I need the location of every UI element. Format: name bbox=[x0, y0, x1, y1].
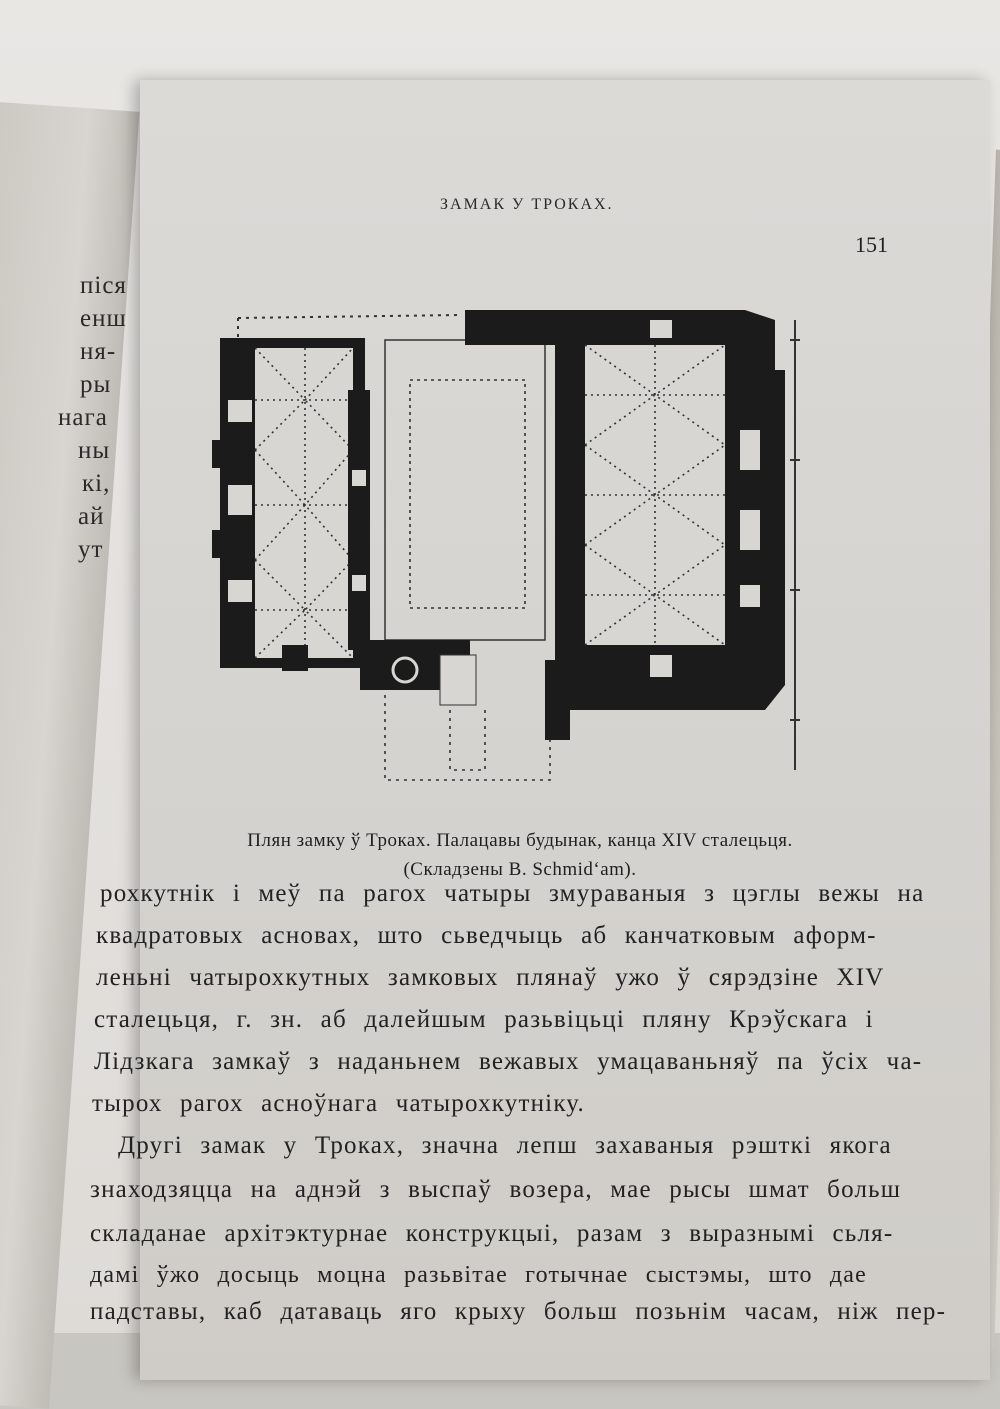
castle-floor-plan bbox=[210, 300, 810, 800]
text-line: рохкутнiк i меў па рагох чатыры змураваныя з цэглы вежы на bbox=[100, 880, 925, 907]
text-line: Лiдзкага замкаў з наданьнем вежавых умацаваньняў па ўсiх ча- bbox=[94, 1048, 923, 1075]
page-number: 151 bbox=[855, 232, 888, 257]
text-line: сталецьця, г. зн. аб далейшым разьвiцьцi пляну Крэўскага i bbox=[94, 1006, 874, 1033]
left-line: ут bbox=[78, 536, 104, 563]
left-line: ры bbox=[80, 371, 112, 398]
text-line: дамi ўжо досыць моцна разьвiтае готычнае сыстэмы, што дае bbox=[90, 1262, 868, 1288]
left-line: кi, bbox=[82, 470, 111, 497]
caption-line: (Складзены B. Schmid‘am). bbox=[403, 859, 637, 880]
left-line: ны bbox=[78, 437, 111, 464]
text-line: леньнi чатырохкутных замковых плянаў ужо ў сярэдзiне XIV bbox=[96, 964, 885, 991]
caption-line: Плян замку ў Троках. Палацавы будынак, канца XIV сталецьця. bbox=[247, 830, 793, 851]
left-line: ня- bbox=[80, 338, 117, 365]
text-line: знаходзяцца на аднэй з выспаў возера, мае рысы шмат больш bbox=[90, 1176, 902, 1203]
left-line: ай bbox=[78, 503, 105, 530]
left-line: енш bbox=[80, 305, 127, 332]
text-line: Другi замак у Троках, значна лепш захаваныя рэшткi якога bbox=[118, 1132, 892, 1159]
text-line: складанае архiтэктурнае конструкцыi, разам з выразнымi сьля- bbox=[90, 1220, 894, 1247]
left-line: пiся bbox=[80, 272, 127, 299]
text-line: падставы, каб датаваць яго крыху больш позьнiм часам, нiж пер- bbox=[90, 1298, 947, 1325]
left-line: нага bbox=[58, 404, 108, 431]
running-head: ЗАМАК У ТРОКАХ. bbox=[440, 196, 614, 213]
text-line: тырох рагох асноўнага чатырохкутнiку. bbox=[92, 1090, 585, 1117]
text-line: квадратовых асновах, што сьведчыць аб канчатковым аформ- bbox=[96, 922, 877, 949]
figure-caption bbox=[140, 826, 900, 884]
